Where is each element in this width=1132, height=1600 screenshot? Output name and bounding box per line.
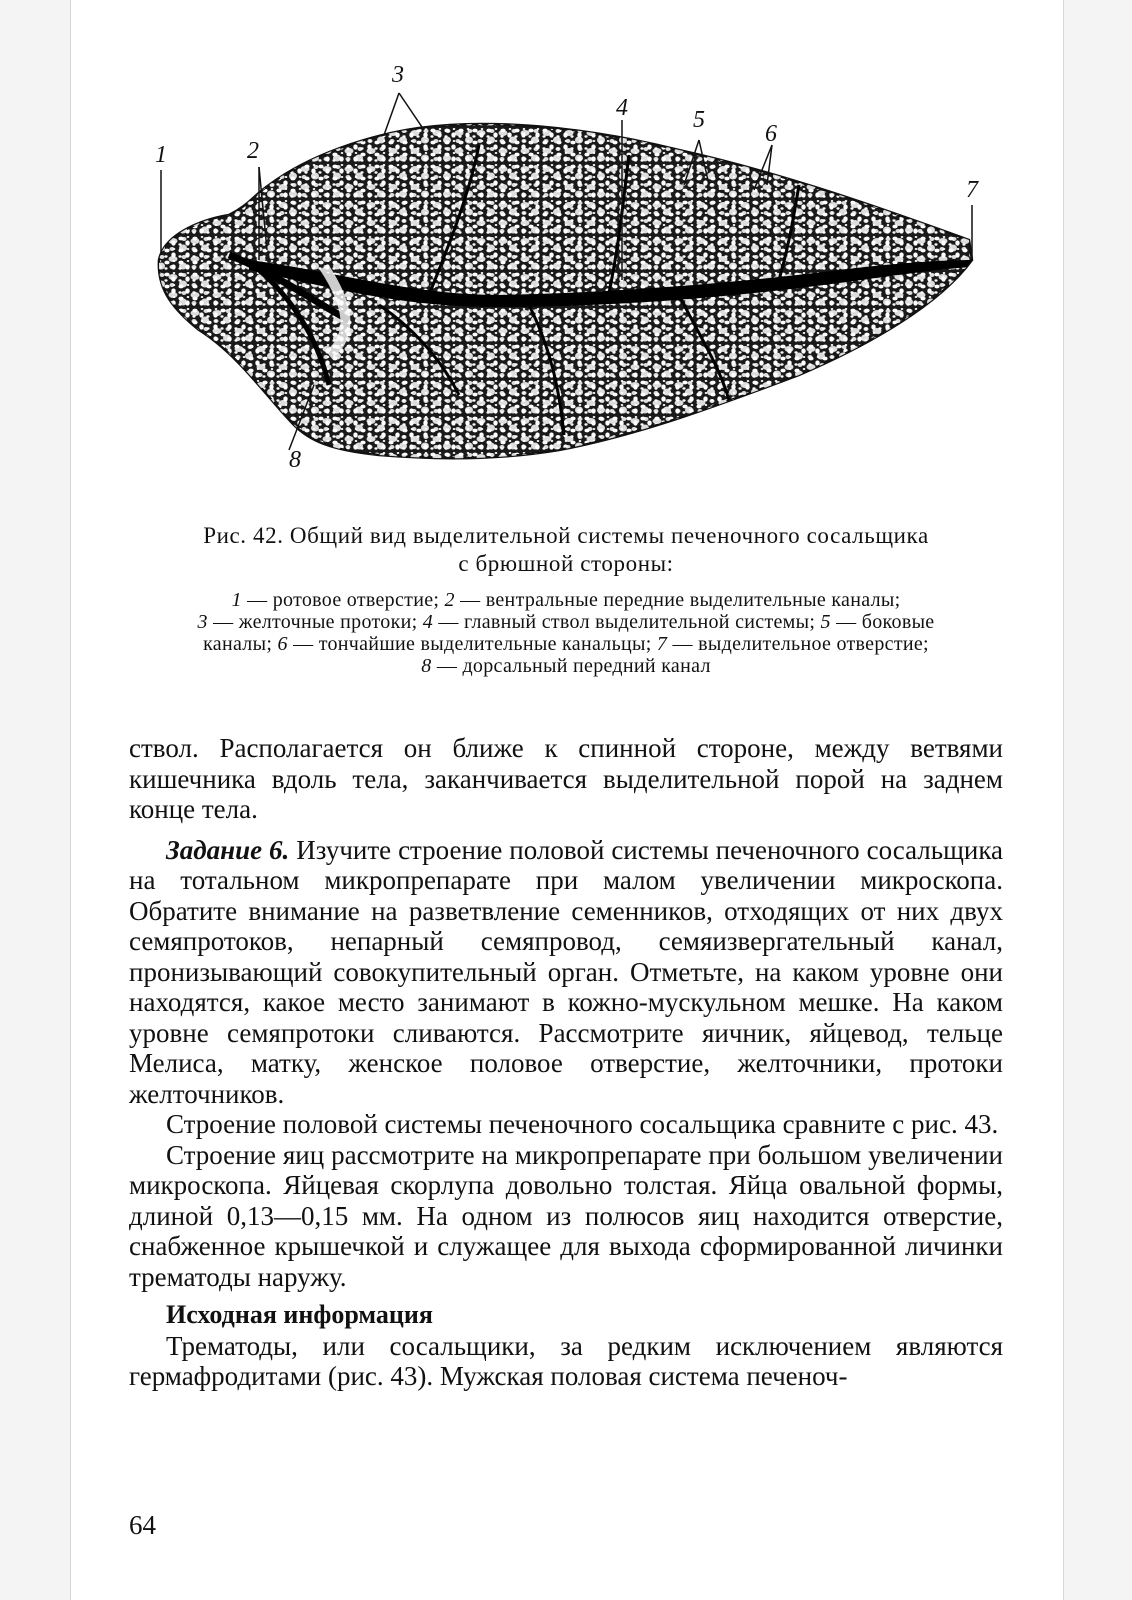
legend-line: 8 — дорсальный передний канал	[421, 655, 711, 677]
label-3: 3	[392, 62, 404, 88]
caption-title-line-2: с брюшной стороны:	[458, 551, 674, 576]
label-6: 6	[765, 121, 777, 147]
fluke-excretory-system-figure	[129, 55, 1009, 475]
task-label: Задание 6.	[166, 834, 290, 865]
label-4: 4	[616, 95, 628, 121]
legend-line: 1 — ротовое отверстие; 2 — вентральные передние выделительные каналы;	[231, 589, 901, 611]
label-7: 7	[966, 177, 978, 203]
paragraph-compare: Строение половой системы печеночного сосальщика сравните с рис. 43.	[166, 1109, 999, 1139]
fluke-drawing	[129, 55, 1009, 475]
figure-caption-title	[131, 522, 1001, 578]
paragraph-task-6	[129, 835, 1003, 1110]
task-text: Изучите строение половой системы печеночного сосальщика на тотальном микропрепарате при малом увеличении микроскопа. Обратите внимание на разветвление семенников, отходящих от них двух семяпротоков, непарный семяпровод, семяизвергательный канал, пронизывающий совокупительный орган. Отметьте, на каком уровне они находятся, какое место занимают в кожно-мускульном мешке. На каком уровне семяпротоки сливаются. Рассмотрите яичник, яйцевод, тельце Мелиса, матку, женское половое отверстие, желточники, протоки желточников.	[129, 834, 1004, 1109]
legend-line: каналы; 6 — тончайшие выделительные канальцы; 7 — выделительное отверстие;	[203, 633, 929, 655]
figure-caption-legend	[129, 589, 1003, 677]
section-heading: Исходная информация	[166, 1300, 433, 1329]
paragraph-eggs: Строение яиц рассмотрите на микропрепарате при большом увеличении микроскопа. Яйцевая скорлупа довольно толстая. Яйца овальной формы, длиной 0,13—0,15 мм. На одном из полюсов яиц находится отверстие, снабженное крышечкой и служащее для выхода сформированной личинки трематоды наружу.	[129, 1139, 1003, 1292]
caption-title-line-1: Рис. 42. Общий вид выделительной системы печеночного сосальщика	[203, 523, 929, 548]
page	[70, 0, 1064, 1600]
label-1: 1	[155, 142, 167, 168]
legend-line: 3 — желточные протоки; 4 — главный ствол выделительной системы; 5 — боковые	[197, 611, 935, 633]
label-8: 8	[289, 447, 301, 473]
body-text	[129, 733, 1003, 1392]
paragraph-source-info: Трематоды, или сосальщики, за редким исключением являются гермафродитами (рис. 43). Мужская половая система печеноч-	[129, 1330, 1003, 1391]
paragraph-continuation: ствол. Располагается он ближе к спинной стороне, между ветвями кишечника вдоль тела, заканчивается выделительной порой на заднем конце тела.	[129, 733, 1003, 824]
label-5: 5	[693, 107, 705, 133]
label-2: 2	[247, 138, 259, 164]
page-number: 64	[129, 1510, 156, 1540]
